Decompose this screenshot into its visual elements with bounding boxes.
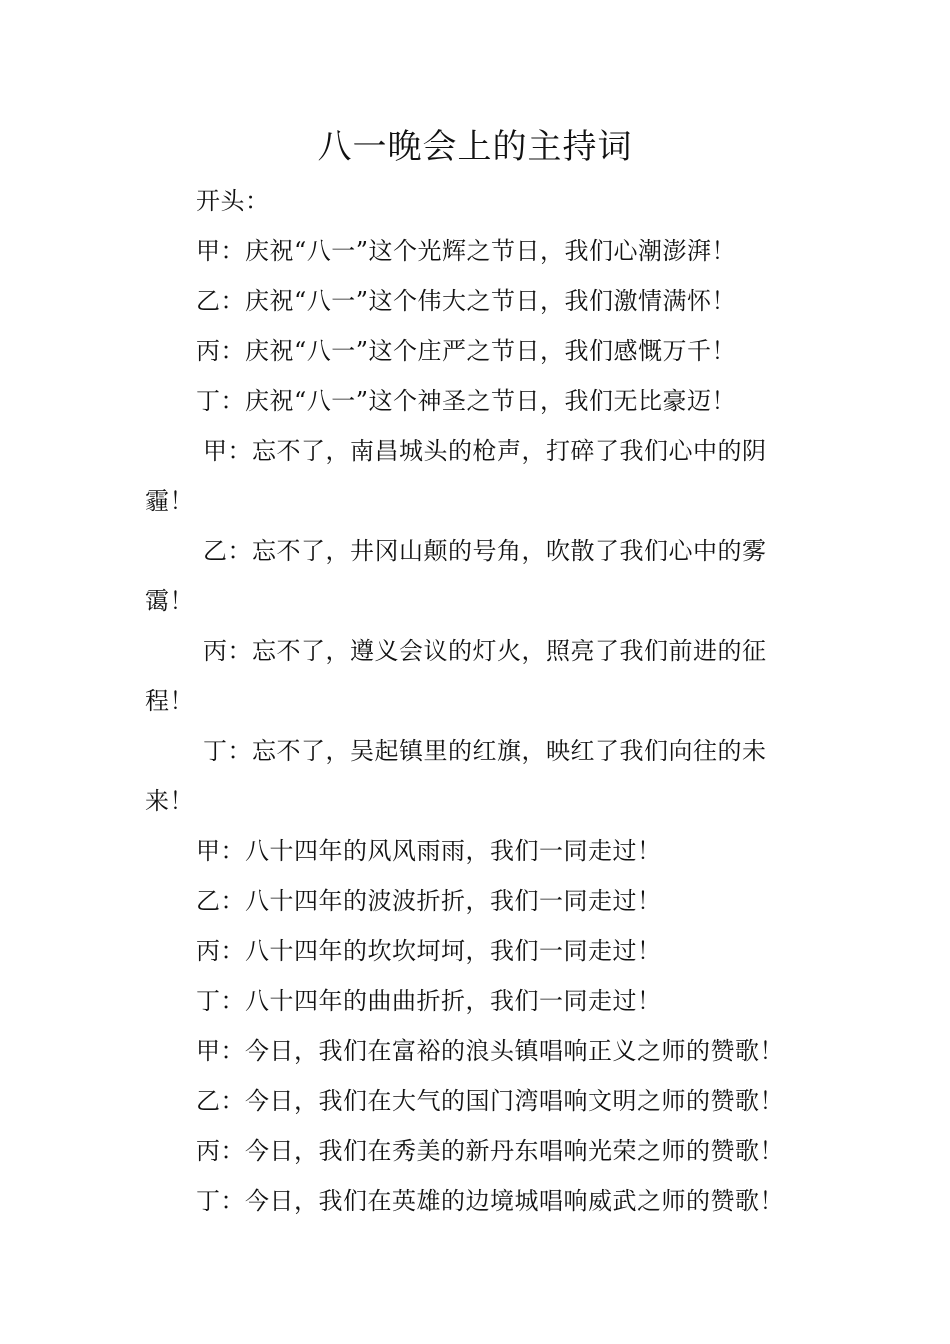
paragraph: 乙：八十四年的波波折折，我们一同走过！	[196, 887, 662, 915]
paragraph: 丁：忘不了，吴起镇里的红旗，映红了我们向往的未	[203, 737, 767, 765]
page-title: 八一晚会上的主持词	[317, 127, 633, 167]
paragraph-continuation: 霾！	[145, 487, 194, 515]
paragraph: 甲：庆祝“八一”这个光辉之节日，我们心潮澎湃！	[196, 237, 737, 265]
paragraph: 甲：今日，我们在富裕的浪头镇唱响正义之师的赞歌！	[196, 1037, 784, 1065]
paragraph: 丁：今日，我们在英雄的边境城唱响威武之师的赞歌！	[196, 1187, 784, 1215]
paragraph: 丙：八十四年的坎坎坷坷，我们一同走过！	[196, 937, 662, 965]
paragraph-continuation: 霭！	[145, 587, 194, 615]
paragraph: 乙：忘不了，井冈山颠的号角，吹散了我们心中的雾	[203, 537, 767, 565]
paragraph-continuation: 程！	[145, 687, 194, 715]
paragraph: 丁：八十四年的曲曲折折，我们一同走过！	[196, 987, 662, 1015]
paragraph: 乙：庆祝“八一”这个伟大之节日，我们激情满怀！	[196, 287, 737, 315]
paragraph: 丙：今日，我们在秀美的新丹东唱响光荣之师的赞歌！	[196, 1137, 784, 1165]
paragraph: 甲：八十四年的风风雨雨，我们一同走过！	[196, 837, 662, 865]
paragraph-continuation: 来！	[145, 787, 194, 815]
paragraph: 乙：今日，我们在大气的国门湾唱响文明之师的赞歌！	[196, 1087, 784, 1115]
paragraph: 丁：庆祝“八一”这个神圣之节日，我们无比豪迈！	[196, 387, 737, 415]
document-body	[145, 176, 810, 1226]
section-label: 开头：	[196, 187, 270, 215]
paragraph: 丙：忘不了，遵义会议的灯火，照亮了我们前进的征	[203, 637, 767, 665]
paragraph: 丙：庆祝“八一”这个庄严之节日，我们感慨万千！	[196, 337, 737, 365]
paragraph: 甲：忘不了，南昌城头的枪声，打碎了我们心中的阴	[203, 437, 767, 465]
